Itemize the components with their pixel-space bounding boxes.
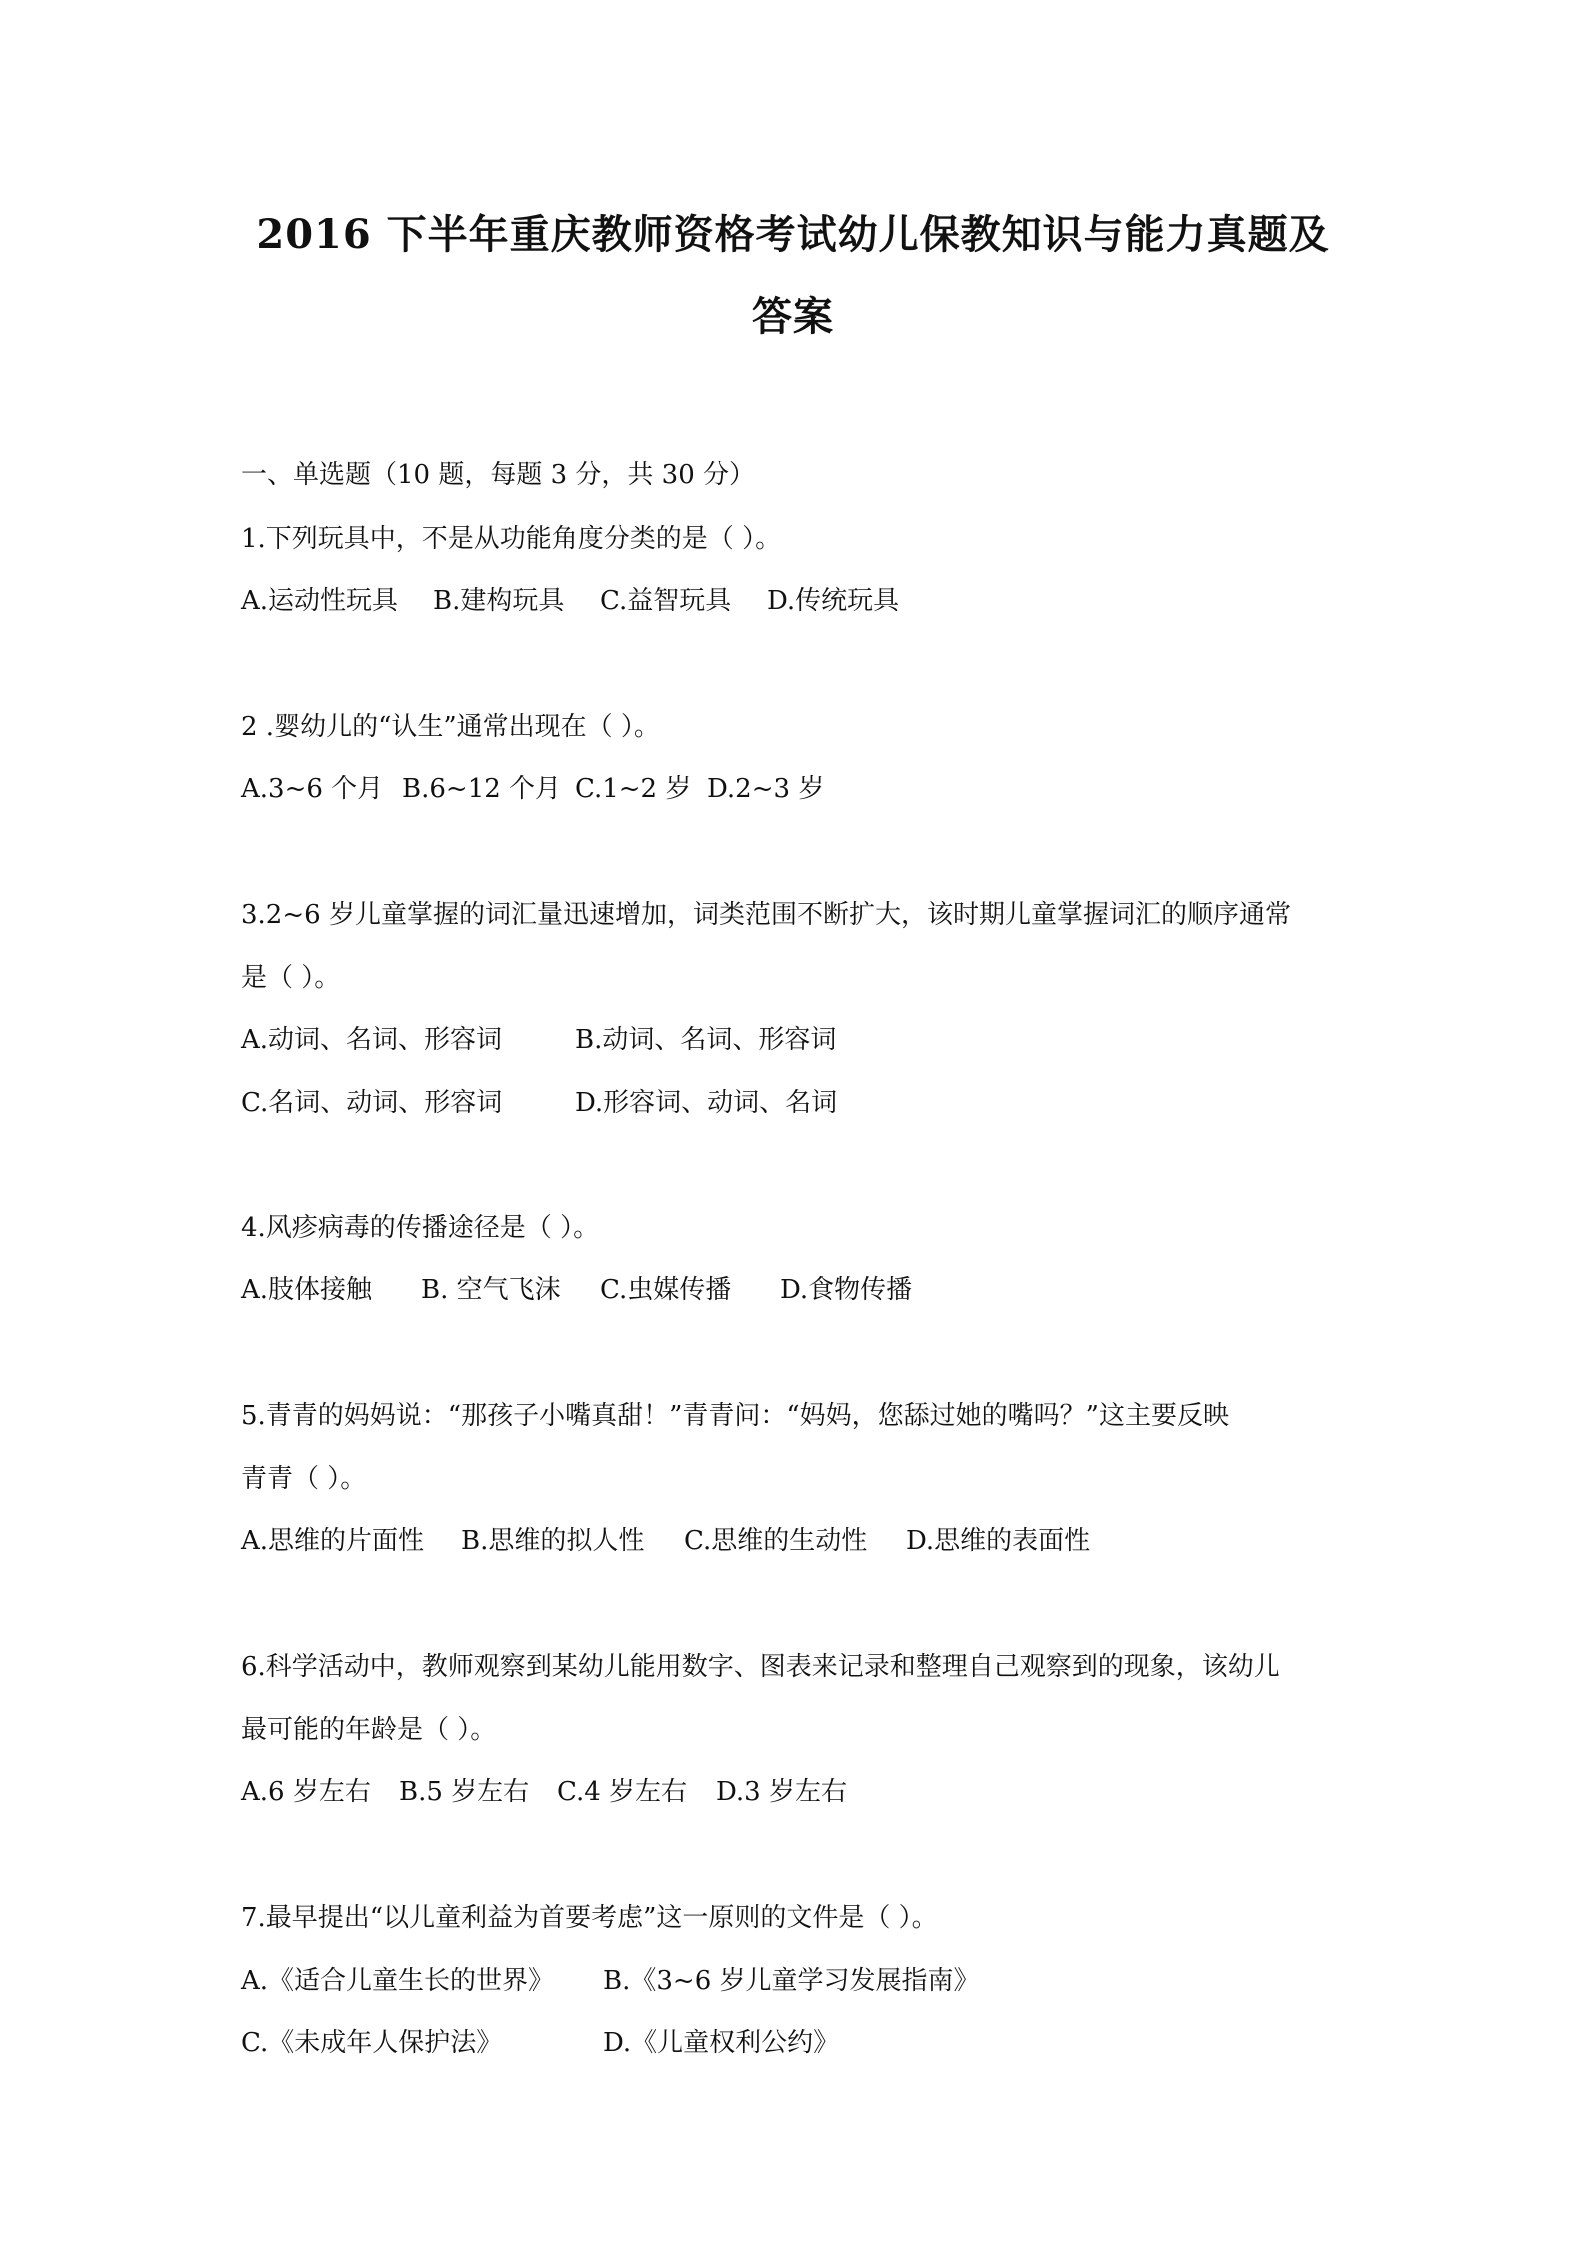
question-2-option-d: D.2~3 岁 [707,774,825,804]
document-title-line-1: 2016 下半年重庆教师资格考试幼儿保教知识与能力真题及 [256,211,1330,258]
question-5-option-d: D.思维的表面性 [906,1526,1091,1556]
question-6-option-b: B.5 岁左右 [399,1777,530,1807]
question-4-option-c: C.虫媒传播 [600,1275,732,1305]
question-2-option-c: C.1~2 岁 [575,774,692,804]
question-1-option-a: A.运动性玩具 [241,586,399,616]
question-5-option-b: B.思维的拟人性 [461,1526,645,1556]
question-4-option-d: D.食物传播 [780,1275,913,1305]
question-3-option-d: D.形容词、动词、名词 [575,1088,838,1118]
question-6-option-a: A.6 岁左右 [241,1777,371,1807]
question-1-option-b: B.建构玩具 [433,586,565,616]
question-6-option-c: C.4 岁左右 [557,1777,688,1807]
question-2-stem: 2 .婴幼儿的“认生”通常出现在（ ）。 [241,712,660,742]
document-title-line-2: 答案 [752,293,834,340]
question-5-option-a: A.思维的片面性 [241,1526,425,1556]
question-3-option-a: A.动词、名词、形容词 [241,1025,503,1055]
question-6-stem-line-1: 6.科学活动中，教师观察到某幼儿能用数字、图表来记录和整理自己观察到的现象，该幼儿 [241,1652,1280,1682]
question-5-stem-line-2: 青青（ ）。 [241,1464,367,1494]
question-5-option-c: C.思维的生动性 [684,1526,868,1556]
question-6-stem-line-2: 最可能的年龄是（ ）。 [241,1715,497,1745]
question-2-option-a: A.3~6 个月 [241,774,384,804]
question-3-option-c: C.名词、动词、形容词 [241,1088,503,1118]
section-heading: 一、单选题（10 题，每题 3 分，共 30 分） [241,460,756,490]
question-3-stem-line-1: 3.2~6 岁儿童掌握的词汇量迅速增加，词类范围不断扩大，该时期儿童掌握词汇的顺序通常 [241,900,1291,930]
question-3-stem-line-2: 是（ ）。 [241,963,341,993]
question-1-stem: 1.下列玩具中，不是从功能角度分类的是（ ）。 [241,524,782,554]
question-4-option-b: B. 空气飞沫 [421,1275,561,1305]
question-4-stem: 4.风疹病毒的传播途径是（ ）。 [241,1213,600,1243]
question-2-option-b: B.6~12 个月 [402,774,562,804]
question-6-option-d: D.3 岁左右 [716,1777,847,1807]
question-7-option-d: D.《儿童权利公约》 [603,2028,840,2058]
question-5-stem-line-1: 5.青青的妈妈说：“那孩子小嘴真甜！”青青问：“妈妈，您舔过她的嘴吗？”这主要反映 [241,1401,1229,1431]
question-7-option-c: C.《未成年人保护法》 [241,2028,503,2058]
question-7-option-b: B.《3~6 岁儿童学习发展指南》 [603,1966,980,1996]
question-3-option-b: B.动词、名词、形容词 [575,1025,837,1055]
question-4-option-a: A.肢体接触 [241,1275,373,1305]
question-1-option-c: C.益智玩具 [600,586,732,616]
question-1-option-d: D.传统玩具 [767,586,900,616]
question-7-stem: 7.最早提出“以儿童利益为首要考虑”这一原则的文件是（ ）。 [241,1903,938,1933]
question-7-option-a: A.《适合儿童生长的世界》 [241,1966,555,1996]
